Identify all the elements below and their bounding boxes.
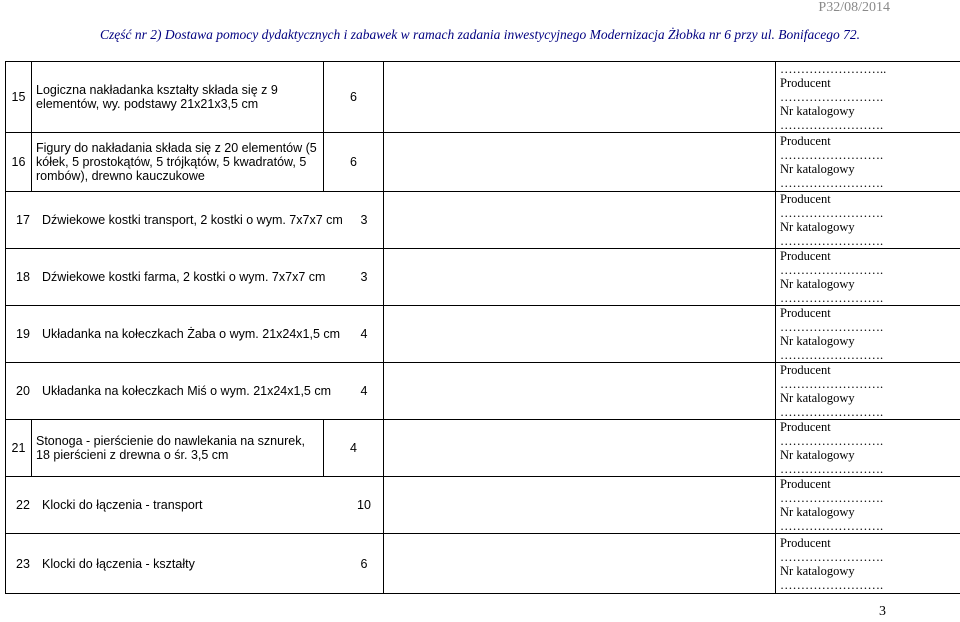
blank-cell [384, 534, 776, 594]
table-row [6, 133, 960, 192]
table-row [6, 477, 960, 534]
item-quantity: 3 [360, 270, 368, 284]
dots-line: ……………………. [780, 549, 884, 564]
item-number: 15 [6, 62, 32, 133]
item-description: Stonoga - pierścienie do nawlekania na sznurek, 18 pierścieni z drewna o śr. 3,5 cm [32, 420, 324, 477]
blank-cell [384, 249, 776, 306]
blank-cell [384, 62, 776, 133]
blank-cell [384, 192, 776, 249]
item-description: Klocki do łączenia - kształty [42, 556, 195, 571]
dots-line: ……………………. [780, 320, 884, 334]
producer-info-cell [776, 62, 960, 133]
table-row [6, 363, 960, 420]
producer-label: Producent [780, 477, 831, 491]
table-row [6, 420, 960, 477]
dots-line: ……………………. [780, 348, 884, 362]
catalog-number-label: Nr katalogowy [780, 277, 855, 291]
item-number: 21 [6, 420, 32, 477]
dots-line: ……………………. [780, 291, 884, 305]
item-quantity: 10 [357, 498, 371, 512]
item-quantity: 4 [360, 384, 368, 398]
item-number: 17 [16, 213, 30, 227]
item-quantity: 6 [324, 133, 384, 192]
catalog-number-label: Nr katalogowy [780, 162, 855, 176]
producer-info-cell [776, 477, 960, 534]
dots-line: ……………………. [780, 491, 884, 505]
table-row [6, 306, 960, 363]
producer-info-cell [776, 249, 960, 306]
producer-label: Producent [780, 420, 831, 434]
producer-label: Producent [780, 192, 831, 206]
dots-line: ……………………. [780, 462, 884, 476]
producer-label: Producent [780, 249, 831, 263]
producer-label: Producent [780, 363, 831, 377]
blank-cell [384, 363, 776, 420]
blank-cell [384, 133, 776, 192]
item-number: 22 [16, 498, 30, 512]
item-description: Klocki do łączenia - transport [42, 498, 203, 512]
blank-cell [384, 306, 776, 363]
producer-label: Producent [780, 134, 831, 148]
producer-label: Producent [780, 306, 831, 320]
item-quantity: 4 [324, 420, 384, 477]
catalog-number-label: Nr katalogowy [780, 220, 855, 234]
item-number: 18 [16, 270, 30, 284]
producer-info-cell [776, 306, 960, 363]
producer-label: Producent [780, 76, 831, 90]
item-number: 20 [16, 384, 30, 398]
document-id: P32/08/2014 [818, 0, 890, 15]
catalog-number-label: Nr katalogowy [780, 334, 855, 348]
item-number: 19 [16, 327, 30, 341]
page-header: Część nr 2) Dostawa pomocy dydaktycznych i zabawek w ramach zadania inwestycyjnego Modernizacja Żłobka nr 6 przy ul. Bonifacego 72. [99, 27, 860, 42]
table-row [6, 62, 960, 133]
producer-info-cell [776, 192, 960, 249]
item-quantity: 3 [360, 213, 368, 227]
catalog-number-label: Nr katalogowy [780, 448, 855, 462]
catalog-number-label: Nr katalogowy [780, 391, 855, 405]
catalog-number-label: Nr katalogowy [780, 563, 855, 578]
items-table [5, 61, 960, 594]
dots-line: …………………….. [780, 62, 887, 76]
producer-info-cell [776, 133, 960, 192]
blank-cell [384, 420, 776, 477]
producer-info-cell [776, 420, 960, 477]
table-row [6, 249, 960, 306]
dots-line: ……………………. [780, 90, 884, 104]
dots-line: ……………………. [780, 377, 884, 391]
item-description: Układanka na kołeczkach Miś o wym. 21x24x1,5 cm [42, 384, 332, 398]
page-number: 3 [879, 604, 886, 619]
dots-line: ……………………. [780, 234, 884, 248]
table-row [6, 534, 960, 594]
dots-line: ……………………. [780, 176, 884, 190]
blank-cell [384, 477, 776, 534]
producer-label: Producent [780, 535, 831, 550]
dots-line: ……………………. [780, 263, 884, 277]
producer-info-cell [776, 534, 960, 594]
item-description: Logiczna nakładanka kształty składa się z 9 elementów, wy. podstawy 21x21x3,5 cm [32, 62, 324, 133]
item-number: 23 [16, 556, 30, 571]
item-description: Dźwiekowe kostki transport, 2 kostki o wym. 7x7x7 cm [42, 213, 343, 227]
item-quantity: 6 [324, 62, 384, 133]
dots-line: ……………………. [780, 206, 884, 220]
catalog-number-label: Nr katalogowy [780, 505, 855, 519]
dots-line: ……………………. [780, 405, 884, 419]
item-quantity: 6 [360, 556, 368, 571]
dots-line: ……………………. [780, 148, 884, 162]
catalog-number-label: Nr katalogowy [780, 104, 855, 118]
item-description: Figury do nakładania składa się z 20 elementów (5 kółek, 5 prostokątów, 5 trójkątów, 5 kwadratów, 5 rombów), drewno kauczukowe [32, 133, 324, 192]
item-quantity: 4 [360, 327, 368, 341]
table-row [6, 192, 960, 249]
item-description: Dźwiekowe kostki farma, 2 kostki o wym. 7x7x7 cm [42, 270, 326, 284]
dots-line: ……………………. [780, 118, 884, 132]
item-description: Układanka na kołeczkach Żaba o wym. 21x24x1,5 cm [42, 327, 341, 341]
item-number: 16 [6, 133, 32, 192]
dots-line: ……………………. [780, 519, 884, 533]
dots-line: ……………………. [780, 577, 884, 592]
dots-line: ……………………. [780, 434, 884, 448]
producer-info-cell [776, 363, 960, 420]
